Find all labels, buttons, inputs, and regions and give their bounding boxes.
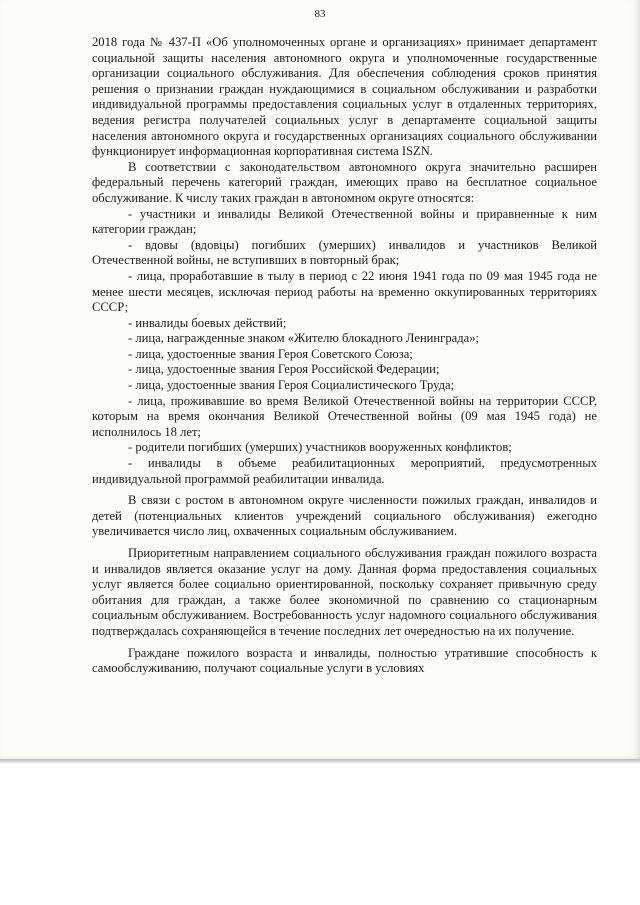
paragraph: Граждане пожилого возраста и инвалиды, полностью утратившие способность к самообслуживанию, получают социальные услуги в условиях xyxy=(92,645,597,676)
paragraph: В соответствии с законодательством автономного округа значительно расширен федеральный перечень категорий граждан, имеющих право на бесплатное социальное обслуживание. К числу таких граждан в автономном округе относятся: xyxy=(92,159,597,205)
list-item: - лица, проживавшие во время Великой Отечественной войны на территории СССР, которым на время окончания Великой Отечественной войны (09 мая 1945 года) не исполнилось 18 лет; xyxy=(92,393,597,439)
scan-bottom-edge xyxy=(0,759,640,763)
paragraph: В связи с ростом в автономном округе численности пожилых граждан, инвалидов и детей (потенциальных клиентов учреждений социального обслуживания) ежегодно увеличивается число лиц, охваченных социальным обслуживанием. xyxy=(92,493,597,539)
list-item: - вдовы (вдовцы) погибших (умерших) инвалидов и участников Великой Отечественной войны, не вступивших в повторный брак; xyxy=(92,237,597,268)
list-item: - инвалиды в объеме реабилитационных мероприятий, предусмотренных индивидуальной программой реабилитации инвалида. xyxy=(92,456,597,486)
list-item: - инвалиды боевых действий; xyxy=(128,315,287,330)
list-item: - лица, проработавшие в тылу в период с 22 июня 1941 года по 09 мая 1945 года не менее шести месяцев, исключая период работы на временно оккупированных территориях СССР; xyxy=(92,268,597,315)
list-item: - лица, удостоенные звания Героя Социалистического Труда; xyxy=(128,378,455,393)
body-text xyxy=(92,35,597,677)
list-item: - лица, удостоенные звания Героя Советского Союза; xyxy=(128,346,413,361)
list-item: - лица, удостоенные звания Героя Российской Федерации; xyxy=(128,362,440,377)
paragraph: Приоритетным направлением социального обслуживания граждан пожилого возраста и инвалидов является оказание услуг на дому. Данная форма предоставления социальных услуг является более социально ориентированной, поскольку сохраняет привычную среду обитания для граждан, а также более экономичной по сравнению со стационарным социальным обслуживанием. Востребованность услуг надомного социального обслуживания подтверждалась сохраняющейся в течение последних лет очередностью на их получение. xyxy=(92,546,597,638)
page-number: 83 xyxy=(314,8,326,20)
list-item: - лица, награжденные знаком «Жителю блокадного Ленинграда»; xyxy=(128,331,480,346)
list-item: - участники и инвалиды Великой Отечественной войны и приравненные к ним категории граждан; xyxy=(92,206,597,237)
list-item: - родители погибших (умерших) участников вооруженных конфликтов; xyxy=(128,440,512,455)
paragraph: 2018 года № 437-П «Об уполномоченных органе и организациях» принимает департамент социальной защиты населения автономного округа и уполномоченные государственные организации социального обслуживания. Для обеспечения соблюдения сроков принятия решения о признании граждан нуждающимися в социальном обслуживании и разработки индивидуальной программы предоставления социальных услуг в отдаленных территориях, ведения регистра получателей социальных услуг в департаменте социальной защиты населения автономного округа и государственных организациях социального обслуживании функционирует информационная корпоративная система ISZN. xyxy=(92,35,597,159)
